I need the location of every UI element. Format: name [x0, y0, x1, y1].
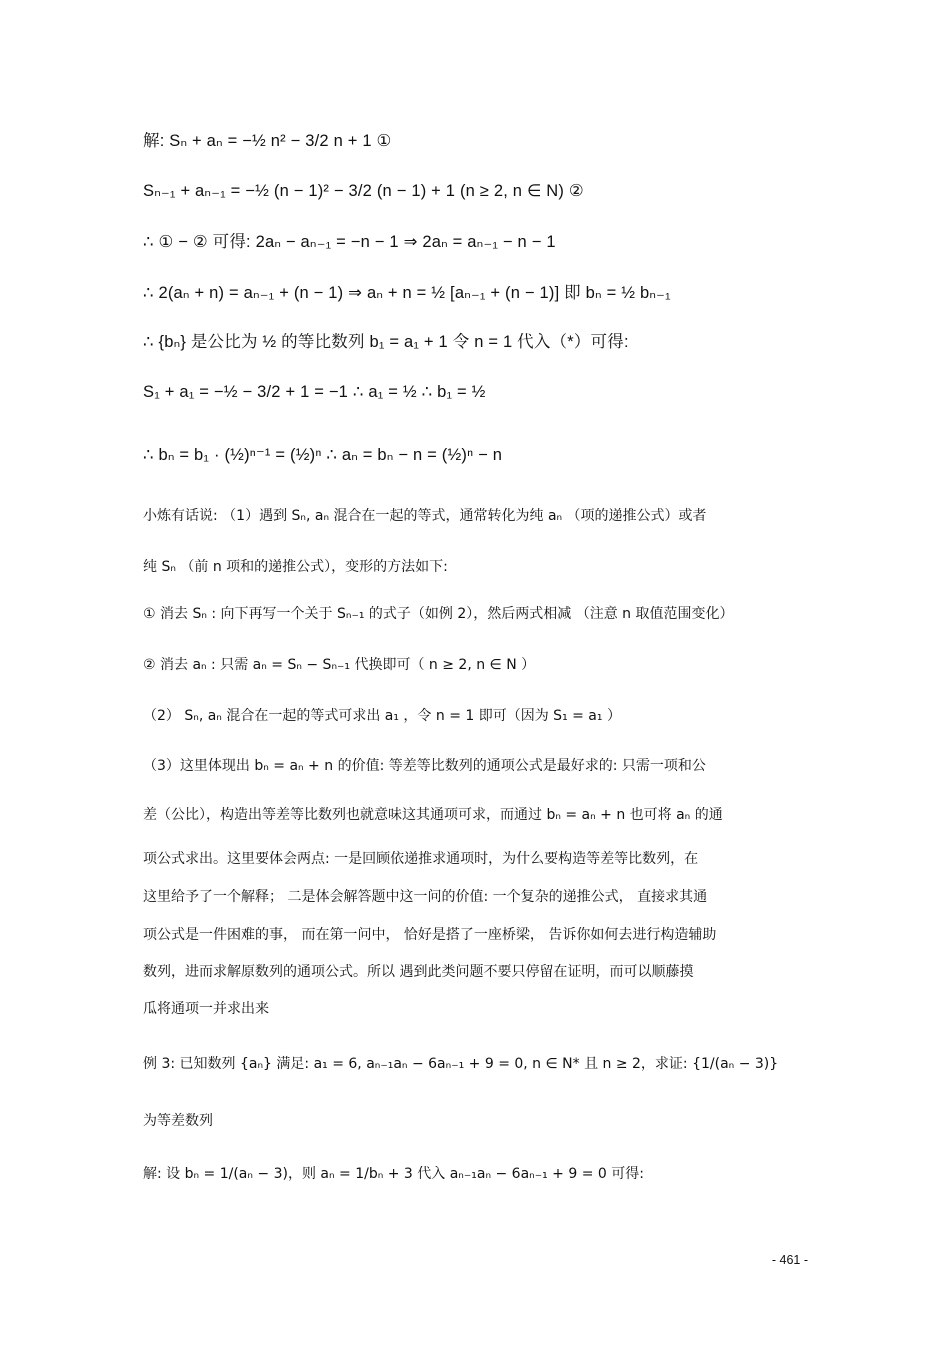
note-line-11: 数列，进而求解原数列的通项公式。所以 遇到此类问题不要只停留在证明，而可以顺藤摸	[143, 964, 694, 980]
note-line-3: ① 消去 Sₙ : 向下再写一个关于 Sₙ₋₁ 的式子（如例 2），然后两式相减 （注意 n 取值范围变化）	[143, 606, 734, 622]
note-line-2: 纯 Sₙ （前 n 项和的递推公式），变形的方法如下:	[143, 559, 448, 575]
solution-line-6: S₁ + a₁ = −½ − 3/2 + 1 = −1 ∴ a₁ = ½ ∴ b₁ = ½	[143, 383, 486, 401]
solution-line-1: 解: Sₙ + aₙ = −½ n² − 3/2 n + 1 ①	[143, 132, 392, 150]
note-line-9: 这里给予了一个解释； 二是体会解答题中这一问的价值: 一个复杂的递推公式， 直接求其通	[143, 889, 708, 905]
note-line-7: 差（公比），构造出等差等比数列也就意味这其通项可求，而通过 bₙ = aₙ + n 也可将 aₙ 的通	[143, 807, 723, 823]
solution-line-5: ∴ {bₙ} 是公比为 ½ 的等比数列 b₁ = a₁ + 1 令 n = 1 代入（*）可得:	[143, 333, 629, 351]
example-3-solution: 解: 设 bₙ = 1/(aₙ − 3)，则 aₙ = 1/bₙ + 3 代入 aₙ₋₁aₙ − 6aₙ₋₁ + 9 = 0 可得:	[143, 1166, 644, 1182]
note-line-8: 项公式求出。这里要体会两点: 一是回顾依递推求通项时，为什么要构造等差等比数列，在	[143, 851, 699, 867]
note-line-10: 项公式是一件困难的事， 而在第一问中， 恰好是搭了一座桥梁， 告诉你如何去进行构造辅助	[143, 927, 717, 943]
note-line-6: （3）这里体现出 bₙ = aₙ + n 的价值: 等差等比数列的通项公式是最好求的: 只需一项和公	[143, 758, 706, 774]
example-3-statement: 例 3: 已知数列 {aₙ} 满足: a₁ = 6, aₙ₋₁aₙ − 6aₙ₋₁ + 9 = 0, n ∈ N* 且 n ≥ 2，求证: {1/(aₙ − 3)}	[143, 1056, 779, 1072]
example-3-statement-cont: 为等差数列	[143, 1113, 213, 1129]
note-line-5: （2） Sₙ, aₙ 混合在一起的等式可求出 a₁ ，令 n = 1 即可（因为 S₁ = a₁ ）	[143, 708, 621, 724]
solution-line-4: ∴ 2(aₙ + n) = aₙ₋₁ + (n − 1) ⇒ aₙ + n = ½ [aₙ₋₁ + (n − 1)] 即 bₙ = ½ bₙ₋₁	[143, 284, 671, 302]
solution-line-2: Sₙ₋₁ + aₙ₋₁ = −½ (n − 1)² − 3/2 (n − 1) + 1 (n ≥ 2, n ∈ N) ②	[143, 182, 584, 200]
note-line-1: 小炼有话说: （1）遇到 Sₙ, aₙ 混合在一起的等式，通常转化为纯 aₙ （项的递推公式）或者	[143, 508, 707, 524]
solution-line-7: ∴ bₙ = b₁ · (½)ⁿ⁻¹ = (½)ⁿ ∴ aₙ = bₙ − n = (½)ⁿ − n	[143, 446, 503, 464]
note-line-4: ② 消去 aₙ : 只需 aₙ = Sₙ − Sₙ₋₁ 代换即可（ n ≥ 2, n ∈ N ）	[143, 657, 536, 673]
note-line-12: 瓜将通项一并求出来	[143, 1001, 269, 1017]
page-number: - 461 -	[771, 1253, 808, 1267]
solution-line-3: ∴ ① − ② 可得: 2aₙ − aₙ₋₁ = −n − 1 ⇒ 2aₙ = aₙ₋₁ − n − 1	[143, 233, 556, 251]
